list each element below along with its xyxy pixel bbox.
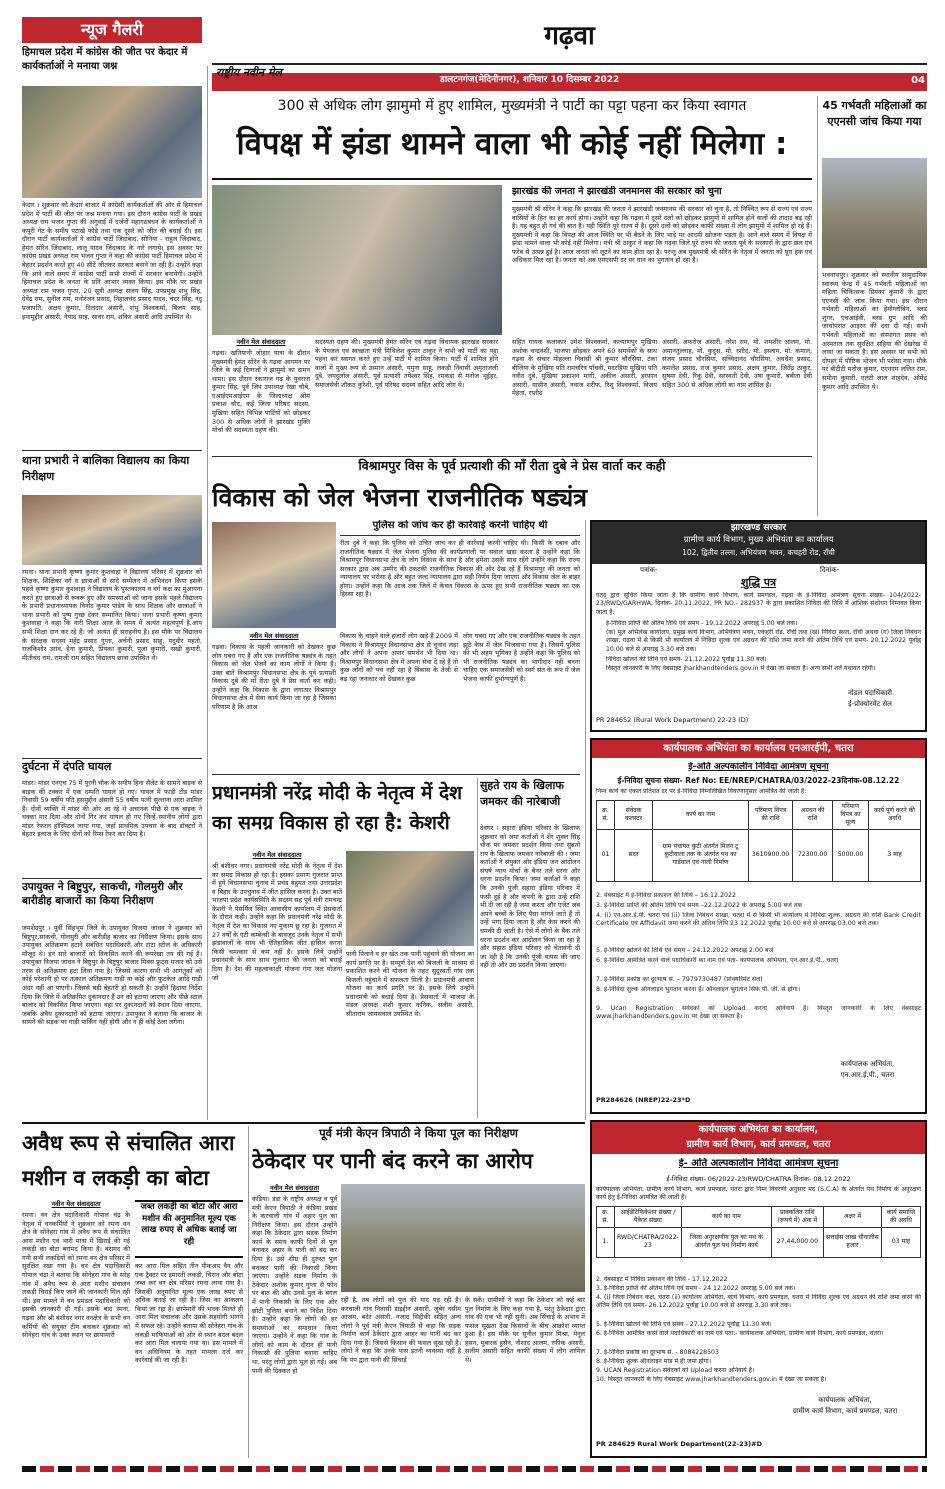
right-body: भवनाथपुर। शुक्रवार को स्थानीय सामुदायिक स्वास्थ्य केन्द्र में 45 गर्भवती महिलाओं का महिला चिकित्सक प्रियंका कुमारी के द्वारा एएनसी की जांच किया गया। इस दौरान गर्भवती महिलाओं का हेमोग्लोबिन, ब्लड शुगर, एचआईवी, ब्लड ग्रुप आदि की जांचोपरांत आइरन की दवा दी गई। सभी गर्भवती महिलाओं का संस्थागत प्रसव को अस्पताल तक सुरक्षित सहिया की देखरेख में लाया जा सकता है। इस अवसर पर सभी को दोपहर में पौष्टिक भोजन भी परोसा गया। मौके पर बीटीटी मनोज कुमार, एएनएम ललित राम, समीना कुमारी, एलटी लाल शाहदेव, ओमेंद्र कुमार आदि उपस्थित थे।: [822, 271, 927, 391]
story2-col-1: गढ़वा। विकास के पहली जानकारी को देखकर कुछ लोग घबरा गए हैं और एक राजनीतिक षड्यंत्र के तहत विकास को जेल भेजने का काम लोगों ने किया है। उक्त बातें विश्रामपुर विधानसभा क्षेत्र के पूर्व प्रत्याशी विकास दुबे की माँ रीता दुबे ने प्रेस वार्ता कर कही। उन्होंने कहा कि विकास के द्वारा लगातार विश्रामपुर विधानसभा क्षेत्र में सेवा कार्य किया जा रहा है जिसका परिणाम है कि आज: [212, 643, 336, 712]
ad2-pr: PR284626 (NREP)22-23*D: [596, 1096, 691, 1104]
ad3-td: 03 माह: [881, 1227, 920, 1257]
masthead-section-title: गढ़वा: [544, 21, 595, 51]
sidebar-body-3: मांडर। मांडर एनएच 75 में पुरनी चौक के समीप हिना सैलेट के सामने बाइक से बाइक की टक्कर में एक दम्पति घायल हो गए। घायल में फाड़ी टोंड मांडर निवासी 59 वर्षीय पति हसमुद्दीन अंसारी 55 वर्षीय पत्नी सुल्ताना आरा शामिल हैं। दोनों व्यक्ति में मांडर की ओर आ रहे थे अचानक पीछे से एक बाइक ने धक्का मार दिया और दोनों गिर कर घायल हो गए जिन्हें स्थानीय लोगों द्वारा मांडर रेफरल हॉस्पिटल लाया गया, जहाँ प्राथमिक उपचार के बाद डॉक्टरों ने बेहतर इलाज के लिए दोनों को रिम्स रेफर कर दिया है।: [22, 779, 202, 839]
ad2-sign: कार्यपालक अभियंता,: [840, 1060, 895, 1068]
news-gallery-banner: [22, 17, 202, 43]
column-rule-story4: [477, 778, 478, 1118]
ad3-pr: PR 284629 Rural Work Department(22-23)#D: [596, 1440, 762, 1448]
ad1-title: शुद्धि पत्र: [740, 576, 777, 589]
table-row: [597, 1227, 921, 1257]
ad1-pr: PR 284652 (Rural Work Department) 22-23 (D): [596, 716, 749, 724]
ad2-td: 5000.00: [833, 829, 869, 881]
ad2-td: 3610900.00: [749, 829, 793, 881]
ad3-ref: ई-निविदा संख्या- 06/2022-23/RWD/CHATRA दिनांक- 08.12.2022: [666, 1175, 851, 1183]
ad2-item: 8. ई-निविदा शुल्क ऑनलाइन भुगतान करना है। ऑनलाइन भुगतान सिर्फ पी. जी. से होगा।: [596, 986, 801, 993]
story2-top-text: रीता दुबे ने कहा कि पुलिस को उचित जांच कर ही कार्रवाई करनी चाहिए थी। किसी के दबाव और राजनीतिक षड्यंत्र में जेल भेजना पुलिस की कार्यप्रणाली पर सवाल खड़ा करता है उन्होंने कहा कि विश्रामपुर विधानसभा क्षेत्र के लोग विकास के साथ है और हमेशा उसके साथ रहेंगे उन्होंने कहा कि राज्य सरकार द्वारा अब उम्मीद की टकटकी राजनीतिक विकास की ओर देख रहे हैं विश्रामपुर की जनता को न्यायालय पर भरोसा है और बहुत जल्द न्यायालय द्वारा सही निर्णय दिया जाएगा और विकास जेल के बाहर होगा। उन्होंने कहा कि आज तक जिले में केवल विकास के ऊपर हुए सभी राजनीतिक षड्यंत्र का एक हिस्सा रहा है।: [340, 539, 580, 599]
ad2-item: 3. ई-निविदा प्राप्ति की अंतिम तिथि एवं समय –22.12.2022 के अपराह्न 5:00 बजे तक: [596, 902, 803, 909]
ad3-td: 27,44,000.00: [771, 1227, 823, 1257]
story6-col-2: रही है, तब लोगों को पुल की याद पड़ रही है। करचाली गांव निवासी डाइद्दीन अंसारी, जुबेर नसीम आजम, बदेर अंसारी, नजाद सिद्दीकी सहित अन्य लोगों ने पूर्व मंत्री केएन त्रिपाठी से कहा कि सड़क निर्माण कार्य ठेकेदार द्वारा आहर का पानी बंद कर दिया गया है। जिससे किसान की फसल सूख रही है। लोगों ने कहा कि उनके पास इतनी व्यवस्था नहीं है कि पंप द्वारा पानी की सिंचाई: [341, 1296, 461, 1365]
ad2-td: 3 माह: [869, 829, 921, 881]
ad2-item: 9. Ucan Registration संवेदकों को Upload करना अनिवार्य है। विस्तृत जानकारी के लिए वेबसाइट www.jharkhandtenders.gov.in पर देखा जा सकता है।: [596, 1005, 921, 1021]
brand-name: राष्ट्रीय नवीन मेल: [216, 66, 282, 79]
story3-col-1: श्री बंशीधर नगर। प्रधानमंत्री नरेंद्र मोदी के नेतृत्व में देश का समग्र विकास हो रहा है। इसका प्रमाण गुजरात प्रान्त में हुये विधानसभा चुनाव में प्रचंड बहुमत तथा उत्तरप्रदेश व बिहार के उपचुनाव में जीत हासिल करना है। उक्त बातें भाजपा प्रदेश कार्यसमिति के सदस्य सह पूर्व मंत्री रामचन्द्र केशरी ने पेसर्मिल स्थित आवासीय कार्यालय में प्रेसवार्ता के दौरान कही। उन्होंने कहा कि प्रधानमंत्री नरेंद्र मोदी के नेतृत्व में देश का विकास नए मुकाम छू रहा है। गुजरात में 27 वर्षों के एंटी कम्बेन्सी के बावजूद उनके नेतृत्व में सभी झंडावालों के साथ भी ऐतिहासिक जीत हासिल करना किसी चमत्कार से कम नहीं है। इसके लिये उन्होंने प्रधानमंत्री के साथ साथ गुजरात की जनता को बधाई दिया है। देश की महत्वाकांक्षी योजना गंगा जल योजना जो: [212, 862, 342, 982]
ad1-item-3: निविदा खोलने की तिथि एवं समय- 21.12.2022 पूर्वाह्न 11.30 बजे।: [606, 656, 767, 663]
story2-rule: [212, 456, 812, 457]
sidebar-photo-congress-celebration: [22, 86, 202, 198]
ad3-table-header: [597, 1207, 921, 1228]
story6-photo-bridge-inspection: [341, 1184, 585, 1292]
column-rule-left: [207, 66, 208, 1120]
ad2-title: कार्यपालक अभियंता का कार्यालय एनआरईपी, चतरा: [592, 740, 925, 758]
story3-byline: नवीन मेल संवाददाता: [252, 851, 302, 859]
ad3-item: 2. वेबसाइट में निविदा प्रकाशन की तिथि - 17.12.2022: [596, 1276, 728, 1283]
ad2-table-wrap: [596, 800, 921, 890]
story4-body: देवघर । सहारा इंडिया परिवार के खिलाफ शुक्रवार को जमा कर्ताओं ने शेर शुक्ल सिंह चौक पर जमकर प्रदर्शन किया तथा सुब्रतो राय के खिलाफ जमकर नारेबाजी की । जमा कर्ताओं ने संयुक्त ओर इंडिया जन आंदोलन संघर्ष न्याय मोर्चा के बैनर तले धरना और धरना प्रदर्शन किया। जमा कर्ताओं ने कहा कि उनकी पूंजी सहारा इंडिया परिवार में फंसी हुई है और कंपनी के द्वारा उन्हें राशि भी दी जा रही है जमा करता और एजेंट जब अपने बच्चों के लिए पैसा मांगने जाते हैं तो उन्हें भगा दिया जाता है और केस करने की धमकी दी जाती है। ऐसे में लोगों के बैंक तले धरना प्रदर्शन कर आंदोलन किया जा रहा है और सहारा इंडिया परिवार को चेतावनी दी जा रही है कि उनकी पूंजी वापस की जाए नहीं तो और उग्र प्रदर्शन किया जाएगा।: [480, 824, 580, 970]
ad1-dept: ग्रामीण कार्य विभाग, मुख्य अभियंता का कार्यालय: [683, 535, 834, 545]
sidebar-headline-2: थाना प्रभारी ने बालिका विद्यालय का किया निरीक्षण: [22, 454, 190, 483]
page-number: 04: [911, 75, 925, 86]
lead-rule: [212, 178, 812, 180]
column-rule-bottom: [248, 1126, 249, 1458]
story5-byline: नवीन मेल संवाददाता: [51, 1200, 101, 1208]
ad3-sign2: ग्रामीण कार्य विभाग, कार्य प्रमण्डल, चतरा: [792, 1407, 898, 1415]
ad2-th: क्र. सं.: [597, 801, 615, 830]
story2-photo-rita-dubey: [212, 522, 336, 628]
ad3-item: 5. ई-निविदा खोलने की तिथि एवं समय - 27.12.2022 पूर्वाह्न 11.30 बजे।: [596, 1321, 772, 1328]
lead-col-1: गढ़वा। खतियानी जोहार यात्रा के दौरान मुख्यमंत्री हेमंत सोरेन के गढ़वा आगमन पर जिले के कई दिग्गजों ने झामुमो का दामन थामा। इस दौरान रंकाराज गढ़ के युवराज कुमार सिंह, पूर्व जिप उपाध्यक्ष रेखा चौबे, एआईएमआईएम के जिलाध्यक्ष ओम प्रकाश चौद, कई जिला परिषद सदस्य, मुखिया सहित विभिन्न पार्टियों को छोड़कर 300 से अधिक लोगों ने झारखंड मुक्ति मोर्चा की सदस्यता ग्रहण की।: [212, 349, 310, 435]
ad3-table: [596, 1206, 921, 1258]
ad1-patrank: पत्रांक-: [640, 566, 658, 574]
story6-byline: नवीन मेल संवाददाता: [270, 1184, 319, 1192]
ad3-sub: ई- अति अल्पकालीन निविदा आमंत्रण सूचना: [678, 1158, 839, 1169]
story3-col-2: पानी पिलाने व हर खेत तक पानी पहुंचाने की योजना का कार्य प्रगति पर है। सम्पूर्ण देश को बिजली के माध्यम से प्रकाशित करने की योजना के तहत सुदूरवर्ती गांव तक बिजली पहुंचाने में सफलता मिली है। प्रधानमंत्री आवास योजना का कार्य प्रगति पर है। इसके लिये उन्होंने प्रधानमंत्री को बधाई दिया है। प्रेसवार्ता में भाजपा के मंडल अध्यक्ष शशी कुमार कनिक, सलीम अंसारी, सीताराम जायसवाल उपस्थित थे।: [346, 950, 474, 1019]
lead-headline: विपक्ष में झंडा थामने वाला भी कोई नहीं मिलेगा :: [236, 126, 788, 162]
lead-col-4: सहित गायक कलाकार उमेश विश्वकर्मा, कल्याणपुर मुखिया अशोक चन्द्रवंशी, भाजपा छोड़कर अपने 60 समर्थकों के साथ गढ़वा के संचार मोहल्ला निवासी श्री कुमार चौरसिया, टंका बीलिया के मुखिया पति रामचरित्र पाँचवी, मदरहिया मुखिया पति नवीन दुबे, मुखिया प्रकाशन मांगी, अकील अंसारी, इरफान अंसारी, यासीन अंसारी, नवाज शरीफ, रिशु विश्वकर्मा, विजय मेहता, राशीद: [512, 338, 657, 398]
dateline: डालटनगंज(मेदिनीनगर), शनिवार 10 दिसम्बर 2022: [440, 75, 620, 85]
ad1-item-4: विस्तृत जानकारी के लिए वेबसाइट jharkhandtenders.gov.in में देखा जा सकता है। अन्य सभी शर्तें यथावत रहेंगी।: [606, 665, 876, 672]
sidebar-headline-4: उपायुक्त ने बिष्टुपुर, साकची, गोलमुरी और बारीडीह बाजारों का किया निरीक्षण: [22, 881, 183, 908]
ad1-sign2: ई-प्रोक्योरमेंट सेल: [848, 700, 892, 708]
story3-headline: प्रधानमंत्री नरेंद्र मोदी के नेतृत्व में देश का समग्र विकास हो रहा है: केशरी: [212, 782, 463, 835]
sidebar-rule-3: [22, 878, 202, 879]
ad2-item: 2. वेबसाईट में ई-निविदा प्रकाशन की तिथि – 16.12.2022: [596, 892, 737, 899]
story2-col-3: लोग घबरा गए और एक राजनीतिक षड्यंत्र के तहत झूठे केस में जेल भिजवाया गया है। जिसमें पुलिस की भी अहम भूमिका है उन्होंने कहा कि पुलिस को भी राजनीतिक षड्यंत्र का भागीदार नहीं बनना चाहिए एक समाजसेवी को स्वर्ग संत के रूप में जेल भेजना काफी दुर्भाग्यपूर्ण है।: [463, 632, 580, 683]
ad3-th: कार्य समाप्ति की अवधि: [881, 1207, 920, 1228]
ad3-sign: कार्यपालक अभियंता,: [818, 1396, 872, 1404]
sidebar-body-1: केदार । शुक्रवार को केदार बाजार में कांग्रेसी कार्यकर्ताओं की ओर से हिमाचल प्रदेश में पार्टी की जीत पर जश्न मनाया गया। इस दौरान कांग्रेस पार्टी के प्रखंड अध्यक्ष राम भजन गुप्ता की अगुवाई में दर्जनों महागठबंधन के कार्यकर्ताओं ने कपूरी गेट के समीप पटाखे फोड़े तथा एक दूसरे को जीत की बधाई दी। इस दौरान पार्टी कार्यकर्ताओं ने कांग्रेस पार्टी जिंदाबाद, सोनिया - राहुल जिंदाबाद, हेमंत सोरेन जिंदाबाद, लालू यादव जिंदाबाद के नारे लगाये। इस अवसर पर कांग्रेस प्रखंड अध्यक्ष राम भजन गुप्ता ने कहा की कांग्रेस पार्टी हिमाचल प्रदेश में बेहतर प्रदर्शन करते हुए 40 सीटें जीतकर सरकार बनाने जा रही है। उन्होंने कहा कि आने वाले समय में कांग्रेस पार्टी सभी राज्यों में सरकार बनायेगी। उन्होंने हिमाचल प्रदेश के जनता के प्रति आभार व्यक्त किया। इस मौके पर प्रखंड अध्यक्ष राम भजन गुप्ता, 20 सूत्री अध्यक्ष संजय सिंह, उपप्रमुख शंभु सिंह, देवेंद्र राम, सुनील राम, मनोरंजन प्रसाद, निहालचंद प्रसाद यादव, चंदर सिंह, नंदू प्रजापति, अक्षय कुमार, दिलदार अंसारी, शंभु विश्वकर्मा, बिजय साह, इमामुद्दीन अंसारी, नेयाद साह, सावर राम, शकिर अंसारी आदि उपस्थित थे।: [22, 201, 202, 321]
ad3-item: 8. ई-निविदा शुल्क ऑनलाइन मोड में ही जमा होगा।: [596, 1358, 712, 1365]
news-gallery-label: न्यूज गैलरी: [81, 20, 143, 39]
story2-col-2: विकास के चाहने वाले हजारों लोग खड़े हैं 2009 में विकास ने विश्रामपुर विधानसभा क्षेत्र से चुनाव लड़ा और लोगों ने अपना अपार समर्थन भी दिया था। विश्रामपुर विधानसभा क्षेत्र में अपना सेवा दे रहे हैं तो कुछ लोगों को पच नहीं रहा है विकास के तेजी से बढ़ रहा जनाधार को देखकर कुछ: [340, 632, 458, 683]
ad3-th: प्राक्कलित राशि (रूपये में) अंक में: [771, 1207, 823, 1228]
ad3-item: 3. ई-निविदा प्राप्ति की अंतिम तिथि एवं समय - 24.12.2022 अपराह्न 5.00 बजे तक।: [596, 1285, 796, 1292]
ad3-item: 4. (i) जिला निबंधन कक्ष, चतरा (ii) कार्यालय अभियंता, कार्य विभाग, कार्य प्रमण्डल, चतरा में निविदा शुल्क एवं अग्रधन की राशि जमा करने की अंतिम तिथि एवं समय- 26.12.2022 पूर्वाह्न 10.00 बजे से अपराह्न 3.30 बजे तक।: [596, 1294, 921, 1310]
ad2-th: संवेदक कलस्टर: [615, 801, 653, 830]
sidebar-body-2: रमना। थाना प्रभारी कृष्णा कुमार कुशवाहा ने विद्यालय परिसर में शुक्रवार को शिक्षक, शिक्षिका वर्ग व छात्राओं से सादे सम्मेलन में अभिनंदन किया इसके पहले कृष्णा कुमार कुशवाहा ने विद्यालय के पुस्तकालय व वर्ग कक्ष का मुआयना करते हुए छात्राओं से रूबरू हुए और समस्याओं को जाना इसके पहले विद्यालय के प्रभारी प्रधानाध्यापक विनोद कुमार पांडेय के साथ शिक्षक और छात्राओं ने थाना प्रभारी को पुष्प गुच्छ देकर सम्मानित किया। थाना प्रभारी कृष्णा कुमार कुशवाहा ने कहा कि नारी शिक्षा आज के समय में अत्यंत महत्वपूर्ण है,आप सभी शिक्षा दान कर रहे हैं। जो अत्यंत ही सराहनीय है। इस मौके पर विद्यालय के संरक्षक सदस्य महेंद्र प्रसाद गुप्ता, अर्चनी प्रसाद साहु, यदुवीर महतो, राजकिशोर उरांव, हेना कुमारी, प्रियंका कुमारी, पूजा कुमारी, सखी कुमारी, मीतीचंद राम, रामजी राम सहित विद्यालय छात्रा उपस्थित थे।: [22, 568, 202, 662]
right-headline: 45 गर्भवती महिलाओं का एएनसी जांच किया गया: [822, 99, 927, 128]
ad2-table-header: [597, 801, 921, 830]
ad2-sub1: ई-अति अल्पकालीन निविदा आमंत्रण सूचना: [688, 762, 829, 772]
sidebar-photo-school-inspection: [22, 495, 202, 565]
ad1-item-2: (क) मूल अभिलेख कार्यालय, प्रमुख कार्य विभाग, अभियंत्रण भवन, एकहरी रोड, राँची तथा (ख) निविदा स्थल, राँची अथवा (ग) जिला निबंधन शाखा, गढ़वा में से किसी भी कार्यालय में निविदा शुल्क एवं अग्रधन की राशि जमा करने की अंतिम तिथि एवं समय- 20.12.2022 पूर्वाह्न 10.00 बजे से अपराह्न 3.30 बजे तक।: [606, 629, 921, 653]
sidebar-headline-3: दुर्घटना में दंपति घायल: [22, 760, 112, 773]
ad3-td: 1.: [597, 1227, 615, 1257]
lead-subheadline: झारखंड की जनता ने झारखंडी जनमानस की सरकार को चुना: [512, 186, 722, 197]
story5-rule: [22, 1122, 585, 1124]
ad2-td: 72300.00: [793, 829, 833, 881]
lead-col-2: सदस्यता ग्रहण की। मुख्यमंत्री हेमंत सोरेन एवं गढ़वा विधायक झारखंड सरकार के पेयजल एवं स्वच्छता मंत्री मिथिलेश कुमार ठाकुर ने सभी को पार्टी का पट्टा पहना कर स्वागत करते हुए उन्हें पार्टी में शामिल किया। पार्टी में शामिल होने वालों में मुख्य रूप से उस्मान अंसारी, यमुना साहू, लकड़ी निवासी अमृतांजली दुबे, जयदुर्लाल अंसारी, पूर्व प्रत्याशी तपेश्वर सिंह, रमकंडा से मनोज भूईहर, समाजसेवी शौकत कुरैशी, पूर्व परिषद सदस्य सहित आदि लोग थे।: [315, 338, 498, 389]
table-row: [597, 829, 921, 881]
ad3-item: 6. ई-निविदा आमंत्रित करने वाले पदाधिकारी का नाम एवं पता:- कार्यपालक अभियंता, ग्रामीण कार्य विभाग, कार्य प्रमण्डल, चतरा।: [596, 1330, 884, 1337]
story2-kicker: विश्रामपुर विस के पूर्व प्रत्याशी की माँ रीता दुबे ने प्रेस वार्ता कर कही: [358, 458, 666, 473]
ad2-td: सदर: [615, 829, 653, 881]
story3-rule: [212, 774, 580, 775]
ad3-td: जिला अनुरक्षणीय पुल का पथ के अंतर्गत पुल पथ निर्माण कार्य: [681, 1227, 771, 1257]
sidebar-rule-2: [22, 758, 202, 759]
ad2-th: परिमाण विपत्र की राशि: [749, 801, 793, 830]
story6-col-3: के सकें। ग्रामीणों ने कहा कि ठेकेदार को कई बार पुल निर्माण के लिए कहा गया है, परंतु ठेकेदार द्वारा गांव की एक भी नहीं सुनी। अब सिंचाई के अभाव में फसल सूखता देख किसानों के बीच आक्रोश व्याप्त हुआ है। इस मौके पर सुनील कुमार मिश्रा, मेनुल हसन, मुबारक हुसैन, नौशाद आलम, रफीक अंसारी, सलीम अंसारी सहित काफी संख्या में लोग शामिल थे।: [465, 1296, 585, 1365]
story2-headline: विकास को जेल भेजना राजनीतिक षड्यंत्र: [212, 483, 588, 512]
ad1-item-1: ई-निविदा प्राप्ति की अंतिम तिथि एवं समय - 19.12.2022 अपराह्न 5.00 बजे तक।: [606, 620, 798, 627]
ad3-intro: कार्यपालक अभियंता, ग्रामीण कार्य विभाग, कार्य प्रमण्डल, चतरा द्वारा निम्न विवरणी अनुसार मद (S.C.A) के अंतर्गत पथ निर्माण के अनुरक्षण कार्य हेतु ई-निविदा आमंत्रित की जाती है।: [596, 1186, 921, 1202]
story5-headline: अवैध रूप से संचालित आरा मशीन व लकड़ी का बोटा: [22, 1131, 235, 1190]
ad3-th: अक्षर में: [823, 1207, 881, 1228]
ad3-table-wrap: [596, 1206, 921, 1274]
ad2-item: 5. ई-निविदा खोलने की तिथि एवं समय – 24.12.2022 अपराह्न 2:00 बजे: [596, 947, 774, 954]
lead-photo-cm-welcome: [212, 185, 502, 335]
ad1-sign: नोडल पदाधिकारी: [848, 689, 892, 697]
ad3-th: आईडेंटिफिकेशन संख्या / पैकेज संख्या: [615, 1207, 682, 1228]
story2-byline: नवीन मेल संवाददाता: [249, 632, 299, 640]
sidebar-body-4: जमशेदपुर । पूर्वी सिंहभूम जिले के उपायुक्त विजया जाधव ने शुक्रवार को बिष्टुपुर,साकची, गोलमुरी और बारीडीह बाजार का निरीक्षण किया। इसके साथ उपायुक्त अतिक्रमण हटाने संबंधित पदाधिकारी और टाटा स्टील के अधिकारी मौजूद थे। इन सारे बाजारों को विकसित करने की रूपरेखा तय की गई है। उपायुक्त विजया जाधव ने बिष्टुपुर के बिष्टुपुर बाजार मिक्स फ्रूट्स मजार को उसे तरफ से अतिक्रमण हटा लिया गया है। जिससे कारण सभी भी आगंतुकों को कोई परेशानी हो पर तत्काल अतिक्रमण गाड़ी या कोई और फुटकेल आदि गाड़ी अंदर नहीं आ पाएगी। जिससे बड़ी बेहतरी हो सकती है। उन्होंने हिदाया निर्देश दिया कि जिले में अतिक्रमित दुकानदार हैं उन को हटाया जाएगा और पीछे स्टाल बाजार को विकसित किया जाएगा। वहां पर दुकानदारों को स्थान दिया जाएगा, जबकि अवैध दुकानदारों को हटाया जाएगा। उपायुक्त ने बताया कि बाजार के सामने की सड़क पर गाड़ी पार्किंग नहीं होगी और न ही कोई ठेला लगेगा।: [22, 924, 202, 1027]
ad2-item: 7. ई-निविदा प्रकोष्ठ का दूरभाष सं. – 7979730487 (प्रोक्यरिमेंट सेल): [596, 976, 763, 983]
lead-col-3: मुख्यमंत्री श्री सोरेन ने कहा कि झारखंड की जनता ने झारखंडी जनमानस की सरकार को चुना है, तो निश्चित रूप से राज्य एवं राज्य वासियों के हित का हर कार्य होगा। उन्होंने कहा कि गढ़वा में दूसरे दलों को छोड़कर झामुमो में शामिल होने वालों की तादाद बढ़ रही है। यह बहुत ही गर्व की बात है। यही स्थिति पूरे राज्य में है। दूसरे दलों को छोड़कर काफी संख्या में लोग झामुमो में शामिल हो रहे हैं। मुख्यमंत्री ने कहा कि विपक्ष की आज स्थिति पर भी बैठने के लिए भाड़े पर आदमी खोजना पड़ता है। आने वाले समय में विपक्ष में झंडा थामने वाला भी कोई नहीं मिलेगा। मंत्री श्री ठाकुर ने कहा कि गढ़वा जिले पूरे राज्य की जनता पूर्व के सरकारों के द्वारा छल एवं फरेब से उत्पन्न हुई है। आज जनता को लूटने का काम होता रहा है। परन्तु अब मुख्यमंत्री श्री सोरेन के नेतृत्व में जनता को पूरा हक एवं अधिकार मिल रहा है। जनता को अब एमएसपी दर पर धान का भुगतान हो रहा है।: [512, 205, 812, 265]
ad2-item: 4. (i) एन.आर.ई.पी. चतरा एवं (ii) जिला निबंधन शाखा, चतरा में से किसी भी कार्यालय में निविदा शुल्क, अग्रधन की राशि Bank Credit Certificate एवं Affidavit जमा करने की अंतिम तिथि 23.12.2022 पूर्वाह्न 10.00 बजे से अपराह्न 03.00 बजे तक।: [596, 912, 921, 928]
ad3-th: कार्य का नाम: [681, 1207, 771, 1228]
ad1-body: एतद् द्वारा सूचित किया जाता है कि ग्रामीण कार्य विभाग, कार्य प्रमण्डल, गढ़वा के ई-निविदा आमंत्रण सूचना संख्या- 104/2022-23/RWD/GARHWA, दिनांक- 20.11.2022, PR NO.- 282937 के द्वारा प्रकाशित निविदा की तिथि में आंशिक संशोधन निम्नवत किया जाता है:: [596, 592, 921, 616]
story4-headline: सुहते राय के खिलाफ जमकर की नारेबाजी: [480, 779, 564, 808]
ad2-th: कार्य का नाम: [653, 801, 749, 830]
story6-col-1: कंडिया। डंडा के राष्ट्रीय अध्यक्ष व पूर्व मंत्री केएन त्रिपाठी ने कंडिया प्रखंड के करचाली गांव में अहार पुल का निरीक्षण किया। इस दौरान उन्होंने कहा कि ठेकेदार द्वारा सड़क निर्माण कार्य के समय काफी दिनों से पुल बनाकर अहार के पानी को बंद कर दिया है। उसे शीघ्र ही दुरुस्त पुल बनाकर पानी की निकासी किया जाएगा। उन्होंने सड़क निर्माण के ठेकेदार अशोक कुमार गुप्ता से फोन पर बात की और उनसे पुल के बगल में पानी निकासी के लिए एक ओर छोटी पुलिया बनाने का निर्देश दिया है। उन्होंने कहा कि लोगों की हर समस्याओं का समाधान किया जाएगा। उन्होंने ने कहा कि गांव के लोगों को काम के दौरान ही पानी निकासी की पुलिया बनाना चाहिए था, परंतु लोगों द्वारा भूल हो गई। अब पानी की दिक्कत हो: [252, 1195, 337, 1375]
ad1-govt: झारखण्ड सरकार: [730, 523, 787, 533]
ad3-td: RWD/CHATRA/2022-23: [615, 1227, 682, 1257]
ad3-th: क्र. सं.: [597, 1207, 615, 1228]
ad2-table: [596, 800, 921, 882]
ad3-t1: कार्यपालक अभियंता का कार्यालय,: [698, 1124, 819, 1135]
ad2-intro: निम्न कार्य का एकल प्रतिशत दर पर ई-निविदा निम्नलिखित विवरणानुसार आमंत्रित की जाती है:: [596, 788, 807, 795]
ad2-th: परिमाण विपत्र का मूल्य: [833, 801, 869, 830]
right-photo-anc-check: [822, 158, 927, 268]
ad3-td: सत्ताईस लाख चौवालीस हजार: [823, 1227, 881, 1257]
sidebar-headline-1: हिमाचल प्रदेश में कांग्रेस की जीत पर केदार में कार्यकर्ताओं ने मनाया जश्न: [22, 47, 188, 72]
story5-col-2: कर आरा मिल सहित तीन पीकअप वैन और एक ट्रैक्टर पर इमारती लकड़ी, चिरान और बोटा जब्त कर वन क्षेत्र परिसर रमना लाया गया है। जिसकी अनुमानित मूल्य एक लाख रुपए से अधिक बताई जा रही है। जिस का आकलन किया जा रहा है। छापेमारी की भनक मिलते ही आरा मिल संचालक और उसके सहयोगी भागने में सफल रहे। उन्होंने बताया की सोनेहरा गांव के लकड़ी माफियाओं को ओर से स्थान बदल बदल कर आरा मिल चलाया गया था। इस मामले में वन अधिनियम के तहत मामला दर्ज कर कार्रवाई की जा रही है।: [135, 1262, 243, 1365]
story5-col-1: रमना। वन क्षेत्र पदाधिकारी गोपाल चंद्र के नेतृत्व में वनकर्मियों ने शुक्रवार को रमना वन क्षेत्र के सोनेहरा गांव में अवैध रूप से संचालित आरा मशीन एवं भारी मात्रा में खिराई की गई लकड़ी का बोटा बरामद किया है। बरामद की गयी सभी लकड़ियों को रमना वन क्षेत्र परिसर में सुरक्षित रखा गया है। वन क्षेत्र पदाधिकारी गोपाल चंद्रा ने बताया कि सोनेहरा गांव के सरेह गांव में अवैध रूप से आरा मशीन संचालन लकड़ी चिराई किए जाने की जानकारी मिल रही थी। इस मामले में वन प्रमंडल पदाधिकारी को इसकी जानकारी दी गई। इसके बाद रमना, गढ़वा और श्री बंशीधर नगर वनक्षेत्र के सभी वन कर्मियों की संयुक्त टीम बनाकर शुक्रवार को सोनेहरा गांव के उक्त स्थान पर छापामारी: [22, 1211, 130, 1340]
lead-byline: नवीन मेल संवाददाता: [236, 338, 286, 346]
ad2-sub2: ई-निविदा सूचना संख्या- Ref No: EE/NREP/CHATRA/03/2022-23दिनांक-08.12.22: [617, 776, 900, 785]
story3-photo-keshari: [346, 851, 474, 946]
ad2-td: ग्राम पंचायत कुटी अंतर्गत मिलन टू कुटीवाला तक के अंतर्गत पथ का गार्डवाल एवं नाली निर्माण: [653, 829, 749, 881]
story5-highlight-text: जब्त लकड़ी का बोटा और आरा मशीन की अनुमानित मूल्य एक लाख रुपए से अधिक बताई जा रही: [140, 1202, 238, 1248]
ad3-item: 10. विस्तृत जानकारी के लिए वेबसाइट www.jharkhandtenders.gov.in में देखा जा सकता है।: [596, 1376, 827, 1383]
sidebar-rule-1: [22, 450, 202, 451]
footer-strip: [22, 1466, 927, 1472]
ad3-item: 9. UCAN Registration संवेदकों को Upload करना अनिवार्य है।: [596, 1367, 755, 1374]
ad2-th: अग्रधन की राशि: [793, 801, 833, 830]
story2-subheadline: पुलिस को जांच कर ही कार्रवाई करनी चाहिए थी: [340, 520, 580, 536]
ad2-sign2: एन.आर.ई.पी., चतरा: [840, 1071, 895, 1079]
ad3-t2: ग्रामीण कार्य विभाग, कार्य प्रमण्डल, चतरा: [686, 1139, 831, 1150]
ad1-dinank: दिनांक-: [820, 566, 840, 574]
ad3-item: 7. ई-निविदा प्रकोष्ठ का दूरभाष सं. - 8084228503: [596, 1349, 719, 1356]
story6-headline: ठेकेदार पर पानी बंद करने का आरोप: [252, 1149, 533, 1173]
story6-kicker: पूर्व मंत्री केएन त्रिपाठी ने किया पूल का निरीक्षण: [319, 1126, 518, 1140]
lead-col-5: अंसारी, अफरोज अंसारी, नरेश राम, मो. शमशीर आलम, मो. अमानतुल्लाह, मो. कुदुस, मो. रशीद, मो. इस्लाम, मो. कमाल, संजय प्रसाद चौरसिया, सच्चिदानंद चौरसिया, अवधेश प्रसाद, कमलेश प्रसाद, राज कुमार प्रसाद, अक्षय कुमार, जितेंद्र ठाकुर, सुषमा देवी, रिंकू देवी, सरस्वती देवी, उषा कुमारी, बबीता देवी सहित 300 से अधिक लोगों का नाम शामिल है।: [662, 338, 812, 389]
ad2-item: 6. ई-निविदा आमंत्रित करने वाले पदाधिकारी का नाम एवं पता- कार्यपालक अभियंता, एन.आर.ई.पी., चतरा: [596, 957, 839, 964]
column-rule-right: [817, 96, 818, 516]
ad2-th: कार्य पूर्ण करने की अवधि: [869, 801, 921, 830]
ad1-addr: 102, द्वितीय तल्ला, अभियंत्रण भवन, कचहरी रोड, राँची: [682, 548, 835, 557]
column-rule-mid: [585, 520, 586, 1120]
lead-kicker: 300 से अधिक लोग झामुमो में हुए शामिल, मुख्यमंत्री ने पार्टी का पट्टा पहना कर किया स्वागत: [277, 98, 747, 114]
masthead-rule-top: [212, 63, 927, 65]
ad2-td: 01: [597, 829, 615, 881]
